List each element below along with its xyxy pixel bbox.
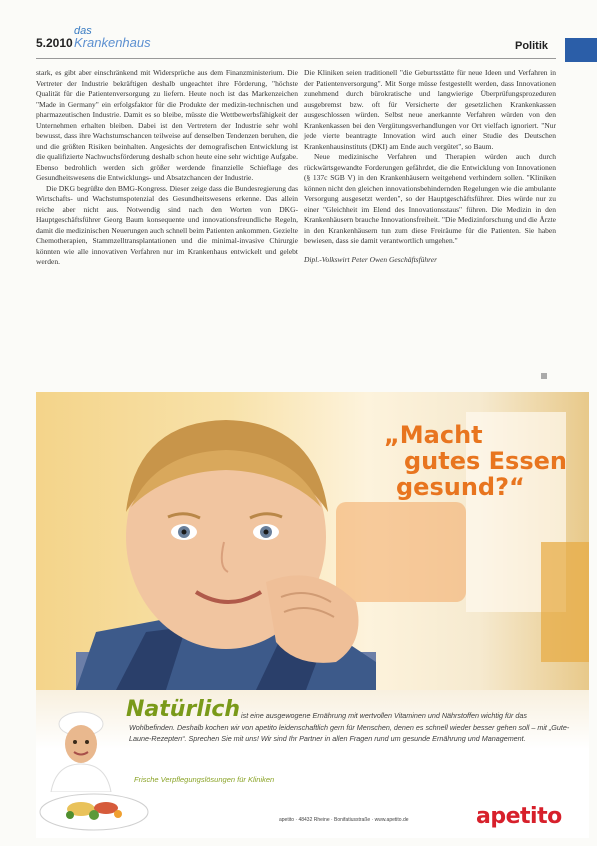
ad-natur-heading: Natürlich	[126, 697, 241, 722]
headline-line-2: gutes Essen	[404, 447, 567, 475]
ad-subline: Frische Verpflegungslösungen für Kliniken	[134, 775, 275, 784]
article-paragraph: stark, es gibt aber einschränkend mit Widersprüche aus dem Finanzministerium. Die Vertreter der Industrie bekräftigen deshalb ungeachtet ihre Förderung, "höchste Qualität für die Patientenversorgung zu liefern. Heute noch ist das Markenzeichen "Made in Germany" ein erfolgsfaktor für die Produkte der medizin-technischen und pharmazeutischen Industrie. Damit es so bleibe, müsste die Wettbewerbsfähigkeit der Unternehmen erhalten bleiben. Dabei ist den Vertretern der Industrie sehr wohl bewusst, dass ihre Wachstumschancen teilweise auf denselben Tendenzen beruhen, die und die größten Risiken beinhalten. Angesichts der demografischen Entwicklung ist die qualifizierte Nachwuchsförderung deshalb schon heute eine sehr wichtige Aufgabe. Ebenso bedrohlich werden sich größer werdende finanzielle Schieflage des Gesundheitswesens die Entwicklungs- und Absatzchancen der Industrie.	[36, 68, 298, 182]
author-signature: Dipl.-Volkswirt Peter Owen Geschäftsführer	[304, 254, 438, 264]
page-header	[36, 25, 151, 50]
article-column-left	[36, 68, 298, 268]
headline-line-3: gesund?“	[396, 473, 525, 501]
section-label: Politik	[515, 40, 549, 52]
apetito-advertisement	[36, 392, 589, 838]
chef-photo	[36, 692, 126, 792]
brand-name: Krankenhaus	[74, 35, 151, 50]
apetito-logo: apetito	[476, 804, 562, 829]
end-mark	[541, 373, 547, 379]
article-paragraph: Die DKG begrüßte den BMG-Kongress. Dieser zeige dass die Bundesregierung das Wirtschafts- und Wachstumspotenzial des Gesundheitswesens erkenne. Das allein reiche aber nicht aus. Notwendig sind nach den Worten von DKG-Hauptgeschäftsführer Georg Baum konsequente und innovationsfreundliche Regeln, damit die medizinischen Neuerungen auch schnell beim Patienten ankommen. Gezielte Chemotherapien, Stammzelltransplantationen und die minimal-invasive Chirurgie könnten wie alle innovativen Verfahren nur im Krankenhaus entwickelt und gelebt werden.	[36, 183, 298, 266]
ad-headline	[384, 422, 567, 500]
child-photo	[56, 412, 386, 690]
ad-footer: apetito · 48432 Rheine · Bonifatiusstraße · www.apetito.de	[279, 817, 409, 823]
brand-small: das	[74, 25, 92, 37]
article-paragraph: Neue medizinische Verfahren und Therapien würden auch durch rückwärtsgewandte Forderungen gefährdet, die die Entwicklung von Innovationen (§ 137c SGB V) in den Krankenhäusern weitgehend verhindern sollen. "Kliniken können nicht den gleichen innovationsbehindernden Regelungen wie die ambulante Versorgung ausgesetzt werden", so der Hauptgeschäftsführer. Dies würde nur zu einer "Gleichheit im Elend des Innovationsstaus" führen. Die Medizin in den Krankenhäusern brauche Innovationsfreiheit. "Die Medizinforschung und die Ärzte in den Krankenhäusern tun zum diese Freiräume für die Patienten. Sie haben bewiesen, dass sie damit verantwortlich umgehen."	[304, 152, 556, 245]
section-tab	[565, 38, 597, 62]
ad-background-chair-right	[541, 542, 589, 662]
food-plate-image	[36, 782, 151, 834]
issue-number: 5.2010	[36, 36, 73, 50]
headline-line-1: „Macht	[384, 421, 483, 449]
ad-body-text: ist eine ausgewogene Ernährung mit wertvollen Vitaminen und Nährstoffen wichtig für das Wohlbefinden. Deshalb kochen wir von apetito leidenschaftlich gern für Menschen, denen es schnell wieder besser gehen soll – mit „Gute-Laune-Rezepten“. Sprechen Sie mit uns! Wir sind Ihr Partner in allen Fragen rund um gesunde Ernährung und Management.	[129, 711, 570, 743]
article-column-right	[304, 68, 556, 265]
magazine-logo	[74, 26, 151, 50]
article-paragraph: Die Kliniken seien traditionell "die Geburtsstätte für neue Ideen und Verfahren in der Patientenversorgung". Mit Sorge müsse festgestellt werden, dass Innovationen zunehmend durch bürokratische und langwierige Überprüfungsprozeduren ausgebremst bzw. oft für Versicherte der gesetzlichen Krankenkassen ausgeschlossen würden. Selbst neue anerkannte Verfahren würden von den Krankenkassen bei den Vergütungsverhandlungen vor Ort vielfach ignoriert. "Nur jede vierte beantragte Innovation wird auch einer Studie des Deutschen Krankenhausinstituts (DKI) am Ende auch vergütet", so Baum.	[304, 68, 556, 151]
header-rule	[36, 58, 556, 59]
